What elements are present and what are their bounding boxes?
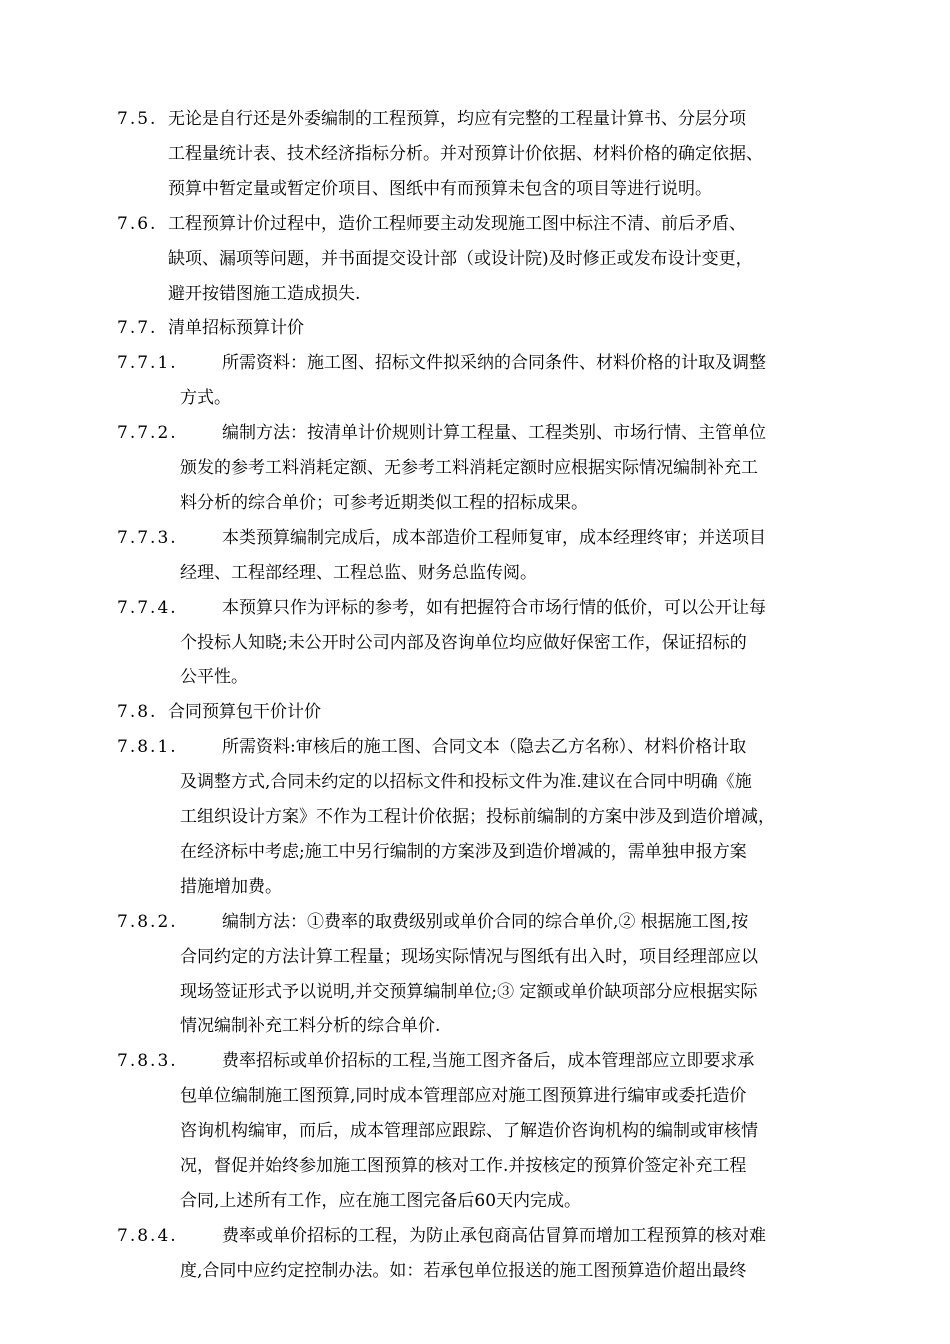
paragraph-line: 合同约定的方法计算工程量；现场实际情况与图纸有出入时，项目经理部应以 (180, 947, 758, 967)
section-number: 7.6. (117, 214, 158, 234)
paragraph-line: 无论是自行还是外委编制的工程预算，均应有完整的工程量计算书、分层分项 (168, 109, 746, 129)
paragraph-line: 清单招标预算计价 (168, 318, 304, 338)
paragraph-line: 及调整方式,合同未约定的以招标文件和投标文件为准.建议在合同中明确《施 (180, 772, 752, 792)
section-number: 7.5. (117, 109, 158, 129)
paragraph-line: 费率招标或单价招标的工程,当施工图齐备后，成本管理部应立即要求承 (222, 1051, 755, 1071)
section-number: 7.7.2. (117, 423, 178, 443)
paragraph-line: 编制方法：按清单计价规则计算工程量、工程类别、市场行情、主管单位 (222, 423, 766, 443)
paragraph-line: 避开按错图施工造成损失. (168, 284, 361, 304)
paragraph-line: 编制方法：①费率的取费级别或单价合同的综合单价,② 根据施工图,按 (222, 912, 749, 932)
paragraph-line: 度,合同中应约定控制办法。如：若承包单位报送的施工图预算造价超出最终 (180, 1261, 747, 1281)
section-number: 7.7.3. (117, 528, 178, 548)
paragraph-line: 合同,上述所有工作，应在施工图完备后60天内完成。 (180, 1191, 582, 1211)
paragraph-line: 所需资料：施工图、招标文件拟采纳的合同条件、材料价格的计取及调整 (222, 353, 766, 373)
paragraph-line: 预算中暂定量或暂定价项目、图纸中有而预算未包含的项目等进行说明。 (168, 179, 712, 199)
paragraph-line: 本类预算编制完成后，成本部造价工程师复审，成本经理终审；并送项目 (222, 528, 766, 548)
paragraph-line: 公平性。 (180, 667, 248, 687)
section-number: 7.8. (117, 702, 158, 722)
paragraph-line: 合同预算包干价计价 (168, 702, 321, 722)
paragraph-line: 措施增加费。 (180, 877, 282, 897)
paragraph-line: 工组织设计方案》不作为工程计价依据；投标前编制的方案中涉及到造价增减， (180, 807, 775, 827)
paragraph-line: 经理、工程部经理、工程总监、财务总监传阅。 (180, 563, 537, 583)
paragraph-line: 本预算只作为评标的参考，如有把握符合市场行情的低价，可以公开让每 (222, 598, 766, 618)
paragraph-line: 工程预算计价过程中，造价工程师要主动发现施工图中标注不清、前后矛盾、 (168, 214, 746, 234)
paragraph-line: 方式。 (180, 388, 231, 408)
paragraph-line: 所需资料:审核后的施工图、合同文本（隐去乙方名称）、材料价格计取 (222, 737, 747, 757)
section-number: 7.7.1. (117, 353, 178, 373)
paragraph-line: 况，督促并始终参加施工图预算的核对工作.并按核定的预算价签定补充工程 (180, 1156, 747, 1176)
paragraph-line: 工程量统计表、技术经济指标分析。并对预算计价依据、材料价格的确定依据、 (168, 144, 763, 164)
paragraph-line: 个投标人知晓;未公开时公司内部及咨询单位均应做好保密工作，保证招标的 (180, 633, 747, 653)
section-number: 7.8.1. (117, 737, 178, 757)
paragraph-line: 咨询机构编审，而后，成本管理部应跟踪、了解造价咨询机构的编制或审核情 (180, 1121, 758, 1141)
section-number: 7.8.2. (117, 912, 178, 932)
paragraph-line: 情况编制补充工料分析的综合单价. (180, 1016, 441, 1036)
paragraph-line: 缺项、漏项等问题，并书面提交设计部（或设计院)及时修正或发布设计变更， (168, 249, 753, 269)
paragraph-line: 在经济标中考虑;施工中另行编制的方案涉及到造价增减的，需单独申报方案 (180, 842, 747, 862)
section-number: 7.8.3. (117, 1051, 178, 1071)
paragraph-line: 包单位编制施工图预算,同时成本管理部应对施工图预算进行编审或委托造价 (180, 1086, 747, 1106)
section-number: 7.7. (117, 318, 158, 338)
paragraph-line: 颁发的参考工料消耗定额、无参考工料消耗定额时应根据实际情况编制补充工 (180, 458, 758, 478)
paragraph-line: 现场签证形式予以说明,并交预算编制单位;③ 定额或单价缺项部分应根据实际 (180, 982, 758, 1002)
paragraph-line: 费率或单价招标的工程，为防止承包商高估冒算而增加工程预算的核对难 (222, 1226, 766, 1246)
section-number: 7.7.4. (117, 598, 178, 618)
section-number: 7.8.4. (117, 1226, 178, 1246)
paragraph-line: 料分析的综合单价；可参考近期类似工程的招标成果。 (180, 493, 588, 513)
